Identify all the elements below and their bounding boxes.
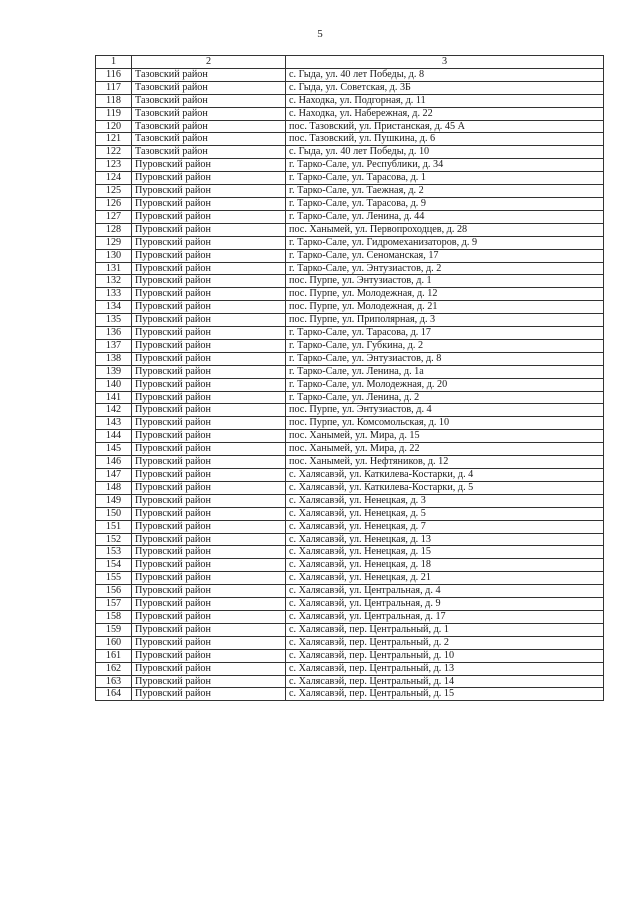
row-district: Пуровский район (132, 456, 286, 469)
row-district: Пуровский район (132, 365, 286, 378)
row-address: г. Тарко-Сале, ул. Энтузиастов, д. 2 (286, 262, 604, 275)
row-address: с. Халясавэй, ул. Ненецкая, д. 21 (286, 572, 604, 585)
table-row (96, 223, 604, 236)
table-row (96, 301, 604, 314)
row-number: 162 (96, 662, 132, 675)
row-address: с. Находка, ул. Набережная, д. 22 (286, 107, 604, 120)
table-row (96, 249, 604, 262)
header-col-number: 1 (96, 56, 132, 69)
row-district: Пуровский район (132, 314, 286, 327)
table-row (96, 133, 604, 146)
row-district: Пуровский район (132, 262, 286, 275)
row-number: 145 (96, 443, 132, 456)
table-row (96, 456, 604, 469)
row-district: Пуровский район (132, 417, 286, 430)
row-number: 160 (96, 636, 132, 649)
row-district: Тазовский район (132, 120, 286, 133)
table-row (96, 610, 604, 623)
row-address: с. Халясавэй, ул. Ненецкая, д. 18 (286, 559, 604, 572)
header-col-address: 3 (286, 56, 604, 69)
table-row (96, 314, 604, 327)
table-row (96, 172, 604, 185)
row-district: Пуровский район (132, 688, 286, 701)
row-district: Пуровский район (132, 301, 286, 314)
row-number: 157 (96, 598, 132, 611)
table-row (96, 159, 604, 172)
row-address: пос. Пурпе, ул. Энтузиастов, д. 4 (286, 404, 604, 417)
table-row (96, 649, 604, 662)
row-district: Пуровский район (132, 533, 286, 546)
row-district: Пуровский район (132, 520, 286, 533)
row-address: с. Халясавэй, ул. Центральная, д. 17 (286, 610, 604, 623)
row-district: Пуровский район (132, 623, 286, 636)
table-row (96, 585, 604, 598)
row-address: г. Тарко-Сале, ул. Молодежная, д. 20 (286, 378, 604, 391)
row-number: 127 (96, 210, 132, 223)
row-address: с. Халясавэй, ул. Ненецкая, д. 15 (286, 546, 604, 559)
row-address: с. Халясавэй, ул. Ненецкая, д. 5 (286, 507, 604, 520)
row-number: 141 (96, 391, 132, 404)
table-row (96, 197, 604, 210)
table-row (96, 636, 604, 649)
table-row (96, 559, 604, 572)
row-number: 147 (96, 469, 132, 482)
row-number: 119 (96, 107, 132, 120)
row-district: Пуровский район (132, 249, 286, 262)
table-row (96, 688, 604, 701)
table-row (96, 391, 604, 404)
table-row (96, 533, 604, 546)
row-number: 158 (96, 610, 132, 623)
table-row (96, 288, 604, 301)
row-number: 116 (96, 68, 132, 81)
row-district: Пуровский район (132, 507, 286, 520)
row-address: пос. Пурпе, ул. Молодежная, д. 21 (286, 301, 604, 314)
row-number: 149 (96, 494, 132, 507)
row-district: Пуровский район (132, 404, 286, 417)
row-address: пос. Пурпе, ул. Энтузиастов, д. 1 (286, 275, 604, 288)
header-row (96, 56, 604, 69)
row-number: 161 (96, 649, 132, 662)
row-address: г. Тарко-Сале, ул. Таежная, д. 2 (286, 185, 604, 198)
table-row (96, 430, 604, 443)
row-number: 143 (96, 417, 132, 430)
row-address: пос. Ханымей, ул. Мира, д. 15 (286, 430, 604, 443)
row-district: Тазовский район (132, 133, 286, 146)
row-number: 153 (96, 546, 132, 559)
row-number: 132 (96, 275, 132, 288)
row-number: 155 (96, 572, 132, 585)
table-row (96, 546, 604, 559)
row-district: Пуровский район (132, 649, 286, 662)
table-row (96, 404, 604, 417)
row-number: 133 (96, 288, 132, 301)
table-row (96, 572, 604, 585)
table-row (96, 146, 604, 159)
row-district: Пуровский район (132, 585, 286, 598)
row-address: с. Халясавэй, ул. Каткилева-Костарки, д. 4 (286, 469, 604, 482)
table-row (96, 107, 604, 120)
table-row (96, 327, 604, 340)
table-row (96, 275, 604, 288)
page-number: 5 (317, 28, 323, 40)
row-address: с. Гыда, ул. Советская, д. 3Б (286, 81, 604, 94)
table-row (96, 81, 604, 94)
row-district: Пуровский район (132, 210, 286, 223)
row-district: Пуровский район (132, 559, 286, 572)
table-row (96, 352, 604, 365)
row-address: г. Тарко-Сале, ул. Губкина, д. 2 (286, 339, 604, 352)
row-number: 136 (96, 327, 132, 340)
row-number: 129 (96, 236, 132, 249)
row-address: пос. Тазовский, ул. Пушкина, д. 6 (286, 133, 604, 146)
row-address: г. Тарко-Сале, ул. Ленина, д. 2 (286, 391, 604, 404)
row-district: Пуровский район (132, 275, 286, 288)
table-row (96, 94, 604, 107)
row-number: 137 (96, 339, 132, 352)
row-district: Пуровский район (132, 546, 286, 559)
row-district: Пуровский район (132, 236, 286, 249)
row-district: Пуровский район (132, 481, 286, 494)
row-number: 124 (96, 172, 132, 185)
row-number: 131 (96, 262, 132, 275)
row-district: Пуровский район (132, 352, 286, 365)
row-address: с. Халясавэй, ул. Ненецкая, д. 13 (286, 533, 604, 546)
row-address: с. Гыда, ул. 40 лет Победы, д. 8 (286, 68, 604, 81)
row-address: пос. Пурпе, ул. Комсомольская, д. 10 (286, 417, 604, 430)
row-number: 148 (96, 481, 132, 494)
table-body (96, 68, 604, 700)
row-address: пос. Тазовский, ул. Пристанская, д. 45 А (286, 120, 604, 133)
row-district: Пуровский район (132, 662, 286, 675)
table-row (96, 675, 604, 688)
row-number: 121 (96, 133, 132, 146)
row-address: с. Халясавэй, пер. Центральный, д. 1 (286, 623, 604, 636)
table-row (96, 120, 604, 133)
row-number: 156 (96, 585, 132, 598)
row-address: пос. Пурпе, ул. Молодежная, д. 12 (286, 288, 604, 301)
row-district: Пуровский район (132, 494, 286, 507)
row-number: 163 (96, 675, 132, 688)
row-district: Тазовский район (132, 107, 286, 120)
row-address: г. Тарко-Сале, ул. Ленина, д. 44 (286, 210, 604, 223)
row-district: Тазовский район (132, 146, 286, 159)
table-row (96, 598, 604, 611)
row-address: с. Халясавэй, ул. Центральная, д. 4 (286, 585, 604, 598)
row-number: 135 (96, 314, 132, 327)
row-district: Пуровский район (132, 675, 286, 688)
row-address: с. Халясавэй, пер. Центральный, д. 14 (286, 675, 604, 688)
row-district: Пуровский район (132, 223, 286, 236)
row-number: 125 (96, 185, 132, 198)
table-row (96, 494, 604, 507)
row-address: г. Тарко-Сале, ул. Сеноманская, 17 (286, 249, 604, 262)
row-district: Пуровский район (132, 378, 286, 391)
table-row (96, 469, 604, 482)
row-number: 140 (96, 378, 132, 391)
row-number: 154 (96, 559, 132, 572)
row-number: 164 (96, 688, 132, 701)
table-row (96, 210, 604, 223)
row-district: Пуровский район (132, 610, 286, 623)
row-address: пос. Пурпе, ул. Приполярная, д. 3 (286, 314, 604, 327)
row-number: 118 (96, 94, 132, 107)
row-address: г. Тарко-Сале, ул. Гидромеханизаторов, д. 9 (286, 236, 604, 249)
row-number: 126 (96, 197, 132, 210)
table-row (96, 378, 604, 391)
row-district: Пуровский район (132, 327, 286, 340)
row-number: 120 (96, 120, 132, 133)
row-address: с. Халясавэй, ул. Центральная, д. 9 (286, 598, 604, 611)
row-district: Пуровский район (132, 339, 286, 352)
table-row (96, 417, 604, 430)
row-number: 139 (96, 365, 132, 378)
row-district: Пуровский район (132, 430, 286, 443)
row-number: 123 (96, 159, 132, 172)
row-address: с. Халясавэй, пер. Центральный, д. 10 (286, 649, 604, 662)
table-row (96, 507, 604, 520)
row-address: с. Находка, ул. Подгорная, д. 11 (286, 94, 604, 107)
row-address: г. Тарко-Сале, ул. Ленина, д. 1а (286, 365, 604, 378)
row-address: г. Тарко-Сале, ул. Тарасова, д. 1 (286, 172, 604, 185)
table-row (96, 481, 604, 494)
table-row (96, 623, 604, 636)
row-district: Тазовский район (132, 94, 286, 107)
row-address: г. Тарко-Сале, ул. Тарасова, д. 9 (286, 197, 604, 210)
row-number: 152 (96, 533, 132, 546)
header-col-district: 2 (132, 56, 286, 69)
row-number: 128 (96, 223, 132, 236)
row-district: Пуровский район (132, 197, 286, 210)
row-district: Пуровский район (132, 598, 286, 611)
table-row (96, 365, 604, 378)
row-number: 122 (96, 146, 132, 159)
row-district: Пуровский район (132, 185, 286, 198)
row-address: с. Халясавэй, пер. Центральный, д. 13 (286, 662, 604, 675)
row-district: Пуровский район (132, 572, 286, 585)
row-district: Пуровский район (132, 636, 286, 649)
table-row (96, 339, 604, 352)
row-district: Пуровский район (132, 469, 286, 482)
table-row (96, 662, 604, 675)
row-number: 134 (96, 301, 132, 314)
row-number: 159 (96, 623, 132, 636)
row-district: Тазовский район (132, 81, 286, 94)
row-address: с. Халясавэй, пер. Центральный, д. 15 (286, 688, 604, 701)
row-address: г. Тарко-Сале, ул. Тарасова, д. 17 (286, 327, 604, 340)
row-address: с. Халясавэй, пер. Центральный, д. 2 (286, 636, 604, 649)
row-district: Пуровский район (132, 443, 286, 456)
row-address: с. Халясавэй, ул. Ненецкая, д. 3 (286, 494, 604, 507)
row-number: 151 (96, 520, 132, 533)
row-number: 150 (96, 507, 132, 520)
table-row (96, 262, 604, 275)
row-address: г. Тарко-Сале, ул. Республики, д. 34 (286, 159, 604, 172)
table-header (96, 56, 604, 69)
row-district: Пуровский район (132, 391, 286, 404)
address-table (95, 55, 604, 701)
row-district: Пуровский район (132, 172, 286, 185)
row-address: с. Халясавэй, ул. Ненецкая, д. 7 (286, 520, 604, 533)
row-number: 144 (96, 430, 132, 443)
row-address: пос. Ханымей, ул. Мира, д. 22 (286, 443, 604, 456)
table-row (96, 520, 604, 533)
row-district: Пуровский район (132, 288, 286, 301)
row-address: пос. Ханымей, ул. Нефтяников, д. 12 (286, 456, 604, 469)
row-number: 146 (96, 456, 132, 469)
table-row (96, 236, 604, 249)
row-district: Пуровский район (132, 159, 286, 172)
table-row (96, 185, 604, 198)
row-address: пос. Ханымей, ул. Первопроходцев, д. 28 (286, 223, 604, 236)
row-address: с. Гыда, ул. 40 лет Победы, д. 10 (286, 146, 604, 159)
row-number: 142 (96, 404, 132, 417)
row-number: 138 (96, 352, 132, 365)
table-row (96, 68, 604, 81)
row-district: Тазовский район (132, 68, 286, 81)
row-number: 117 (96, 81, 132, 94)
table-row (96, 443, 604, 456)
row-address: г. Тарко-Сале, ул. Энтузиастов, д. 8 (286, 352, 604, 365)
row-number: 130 (96, 249, 132, 262)
row-address: с. Халясавэй, ул. Каткилева-Костарки, д. 5 (286, 481, 604, 494)
